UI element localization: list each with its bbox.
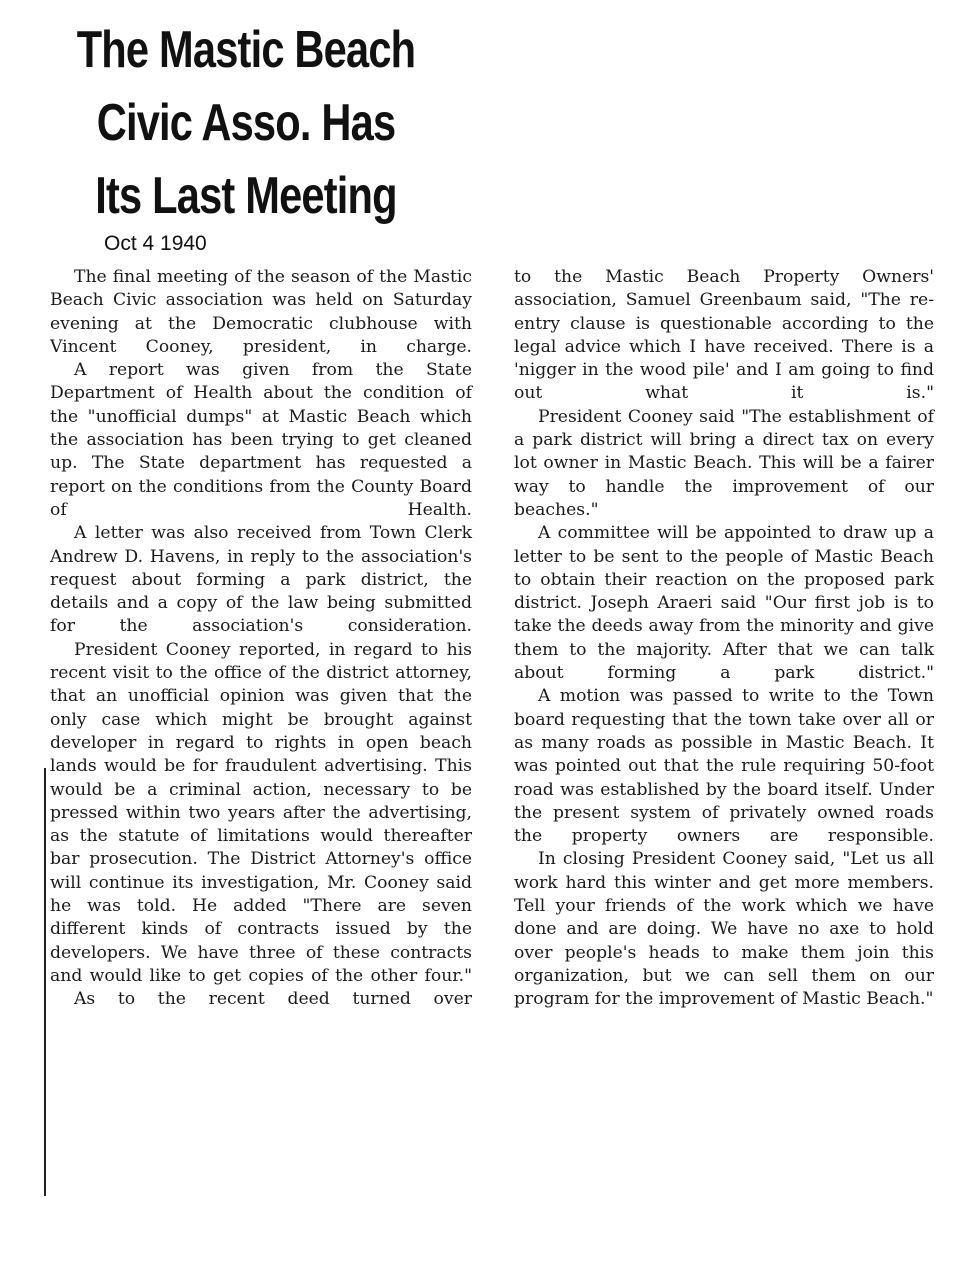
paragraph: A motion was passed to write to the Town board requesting that the town take over all or as many roads as possible in Mastic Beach. It was pointed out that the rule requiring 50-foot road was established by the board itself. Under the present system of privately owned roads the property owners are responsible. bbox=[514, 686, 934, 847]
paragraph: President Cooney said "The establishment of a park district will bring a direct tax on every lot owner in Mastic Beach. This will be a fairer way to handle the improvement of our beaches." bbox=[514, 406, 934, 520]
left-column bbox=[50, 266, 472, 1012]
paragraph: A letter was also received from Town Clerk Andrew D. Havens, in reply to the association's request about forming a park district, the details and a copy of the law being submitted for the association's consideration. bbox=[50, 523, 472, 637]
headline bbox=[22, 14, 470, 233]
right-column bbox=[514, 266, 934, 1012]
paragraph: The final meeting of the season of the Mastic Beach Civic association was held on Saturday evening at the Democratic clubhouse with Vincent Cooney, president, in charge. bbox=[50, 267, 472, 357]
paragraph: As to the recent deed turned over bbox=[74, 989, 472, 1010]
paragraph: A report was given from the State Department of Health about the condition of the "unofficial dumps" at Mastic Beach which the association has been trying to get cleaned up. The State department has requested a report on the conditions from the County Board of Health. bbox=[50, 360, 472, 520]
headline-line-3: Its Last Meeting bbox=[95, 167, 397, 225]
column-rule bbox=[44, 768, 46, 1196]
paragraph: A committee will be appointed to draw up a letter to be sent to the people of Mastic Beach to obtain their reaction on the proposed park district. Joseph Araeri said "Our first job is to take the deeds away from the minority and give them to the majority. After that we can talk about forming a park district." bbox=[514, 523, 934, 684]
headline-line-2: Civic Asso. Has bbox=[96, 94, 396, 152]
article-date: Oct 4 1940 bbox=[104, 232, 207, 255]
headline-line-1: The Mastic Beach bbox=[76, 21, 416, 79]
paragraph: to the Mastic Beach Property Owners' association, Samuel Greenbaum said, "The re-entry clause is questionable according to the legal advice which I have received. There is a 'nigger in the wood pile' and I am going to find out what it is." bbox=[514, 267, 934, 404]
paragraph: President Cooney reported, in regard to his recent visit to the office of the district attorney, that an unofficial opinion was given that the only case which might be brought against developer in regard to rights in open beach lands would be for fraudulent advertising. This would be a criminal action, necessary to be pressed within two years after the advertising, as the statute of limitations would thereafter bar prosecution. The District Attorney's office will continue its investigation, Mr. Cooney said he was told. He added "There are seven different kinds of contracts issued by the developers. We have three of these contracts and would like to get copies of the other four." bbox=[50, 639, 472, 986]
paragraph: In closing President Cooney said, "Let us all work hard this winter and get more members. Tell your friends of the work which we have done and are doing. We have no axe to hold over people's heads to make them join this organization, but we can sell them on our program for the improvement of Mastic Beach." bbox=[514, 849, 934, 1010]
